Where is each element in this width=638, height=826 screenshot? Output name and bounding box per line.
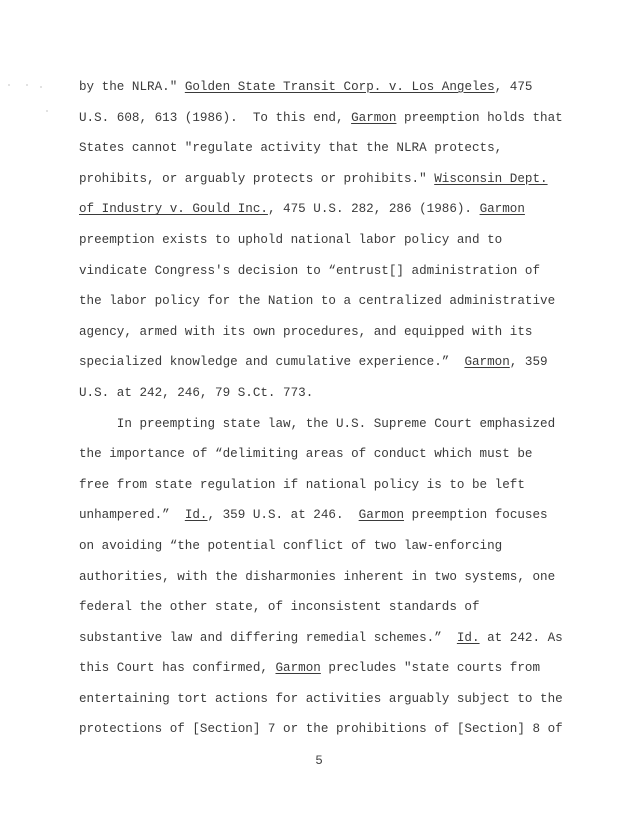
text-run: at 242. As — [479, 630, 563, 645]
text-run: agency, armed with its own procedures, and equipped with its — [79, 324, 533, 339]
text-run: the importance of “delimiting areas of conduct which must be — [79, 447, 533, 462]
scan-speck — [40, 86, 42, 88]
scan-speck — [46, 110, 48, 112]
text-run: In preempting state law, the U.S. Supreme Court emphasized — [79, 416, 556, 431]
text-run: unhampered.” — [79, 508, 185, 523]
text-run: preemption exists to uphold national labor policy and to — [79, 232, 503, 247]
case-citation: Garmon — [351, 110, 397, 125]
scan-speck — [8, 84, 10, 86]
text-line — [79, 470, 579, 501]
text-run: authorities, with the disharmonies inherent in two systems, one — [79, 569, 556, 584]
text-run: , 475 U.S. 282, 286 (1986). — [267, 202, 480, 217]
text-line — [79, 592, 579, 623]
text-run: , 359 U.S. at 246. — [207, 508, 359, 523]
text-line — [79, 72, 579, 103]
text-line — [79, 409, 579, 440]
case-citation: Id. — [456, 630, 480, 645]
text-run: by the NLRA." — [79, 80, 185, 94]
page-number: 5 — [315, 754, 323, 768]
text-run: free from state regulation if national policy is to be left — [79, 477, 525, 492]
text-line — [79, 653, 579, 684]
case-citation: Id. — [184, 508, 208, 523]
case-citation: Garmon — [479, 202, 525, 217]
text-run: the labor policy for the Nation to a centralized administrative — [79, 294, 556, 309]
text-run: precludes "state courts from — [320, 661, 541, 676]
case-citation: of Industry v. Gould Inc. — [79, 202, 268, 217]
text-line — [79, 103, 579, 134]
text-run: U.S. 608, 613 (1986). To this end, — [79, 110, 352, 125]
text-line — [79, 286, 579, 317]
scan-speck — [26, 84, 28, 86]
text-line — [79, 714, 579, 745]
text-line — [79, 500, 579, 531]
case-citation: Garmon — [275, 661, 321, 676]
case-citation: Garmon — [358, 508, 405, 523]
text-run: on avoiding “the potential conflict of two law-enforcing — [79, 538, 503, 553]
text-run: protections of [Section] 7 or the prohibitions of [Section] 8 of — [79, 722, 563, 737]
text-run: preemption focuses — [404, 508, 548, 523]
text-line — [79, 439, 579, 470]
text-run: specialized knowledge and cumulative experience.” — [79, 355, 465, 370]
text-line — [79, 684, 579, 715]
text-run: entertaining tort actions for activities arguably subject to the — [79, 691, 563, 706]
case-citation: Golden State Transit Corp. v. Los Angeles — [184, 80, 495, 94]
text-line — [79, 194, 579, 225]
text-line — [79, 378, 579, 409]
text-run: federal the other state, of inconsistent standards of — [79, 600, 480, 615]
text-line — [79, 562, 579, 593]
text-line — [79, 347, 579, 378]
text-run: , 475 — [494, 80, 533, 94]
text-line — [79, 317, 579, 348]
text-run: U.S. at 242, 246, 79 S.Ct. 773. — [79, 385, 314, 400]
body-text — [79, 72, 579, 745]
case-citation: Wisconsin Dept. — [434, 171, 548, 186]
text-run: substantive law and differing remedial schemes.” — [79, 630, 457, 645]
text-line — [79, 623, 579, 654]
text-run: preemption holds that — [396, 110, 563, 125]
text-run: States cannot "regulate activity that the NLRA protects, — [79, 141, 503, 156]
text-line — [79, 531, 579, 562]
text-run: prohibits, or arguably protects or prohibits." — [79, 171, 435, 186]
text-line — [79, 133, 579, 164]
case-citation: Garmon — [464, 355, 510, 370]
text-line — [79, 225, 579, 256]
text-run: vindicate Congress's decision to “entrust[] administration of — [79, 263, 541, 278]
text-line — [79, 164, 579, 195]
text-line — [79, 256, 579, 287]
text-run: , 359 — [509, 355, 548, 370]
text-run: this Court has confirmed, — [79, 661, 276, 676]
